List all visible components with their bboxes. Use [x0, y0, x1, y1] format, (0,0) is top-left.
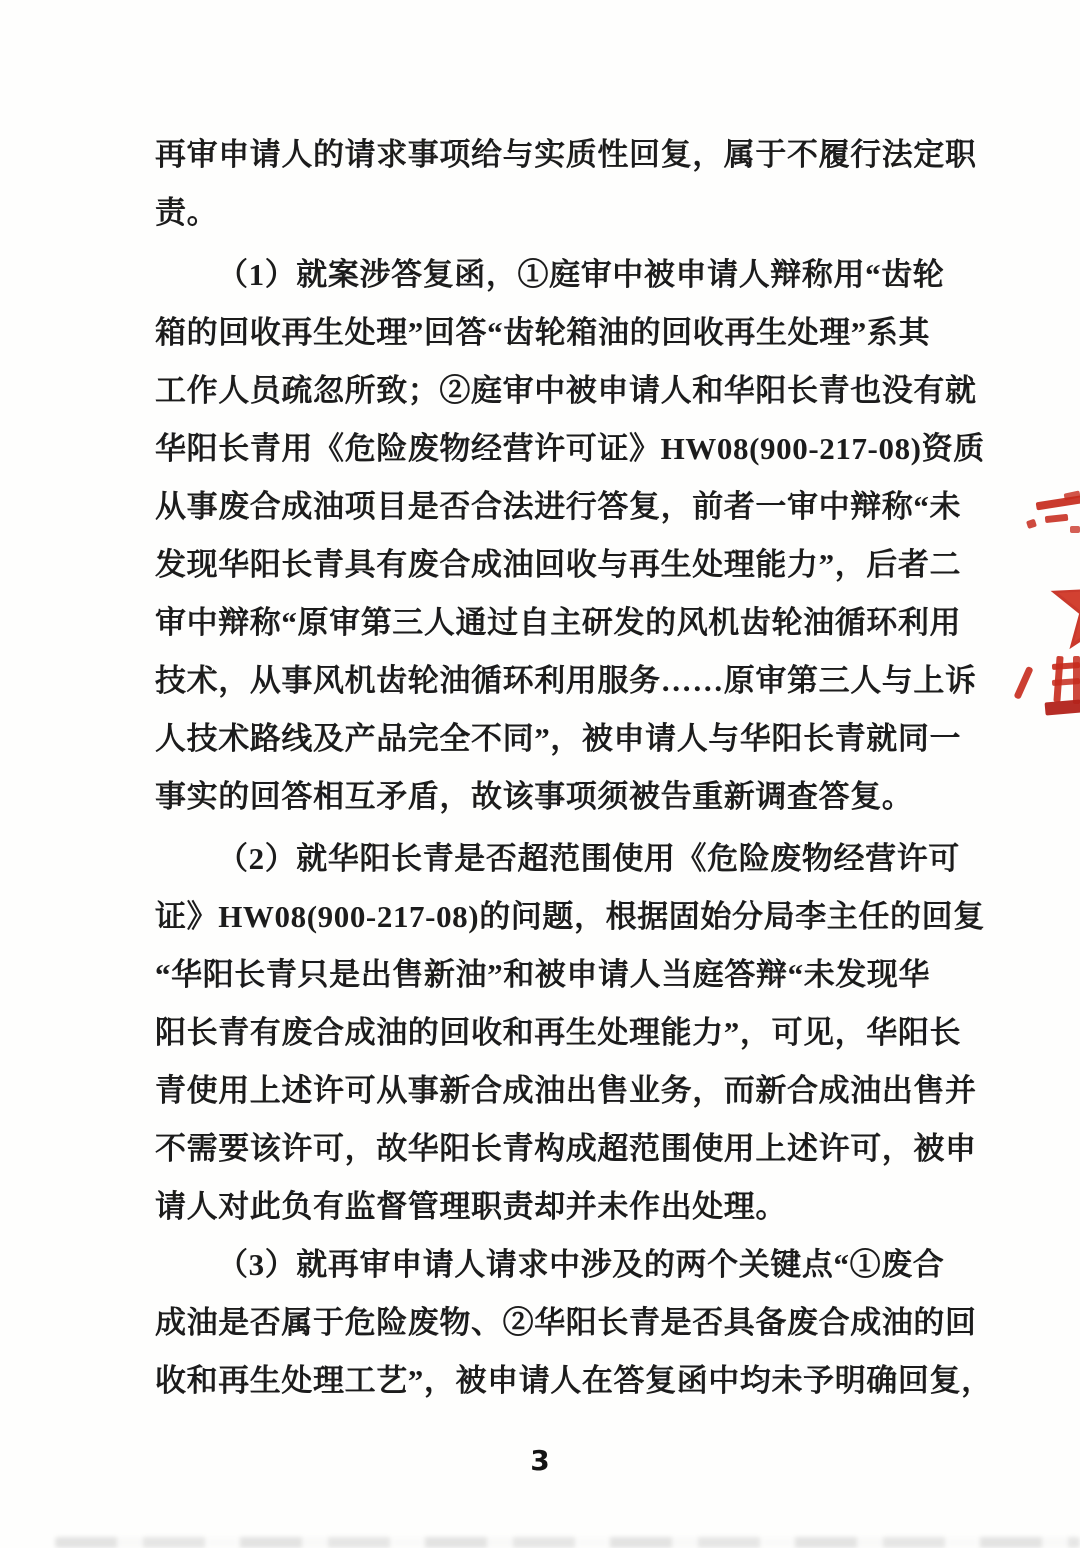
- text-line: 青使用上述许可从事新合成油出售业务，而新合成油出售并: [155, 1073, 977, 1108]
- paragraph: [155, 1236, 993, 1410]
- text-line: 事实的回答相互矛盾，故该事项须被告重新调查答复。: [155, 779, 914, 814]
- text-line: 技术，从事风机齿轮油循环利用服务……原审第三人与上诉: [155, 663, 977, 698]
- red-star-seal-icon: [1000, 400, 1080, 730]
- text-line: 阳长青有废合成油的回收和再生处理能力”，可见，华阳长: [155, 1015, 962, 1050]
- paragraph: [155, 246, 985, 826]
- text-line: 审中辩称“原审第三人通过自主研发的风机齿轮油循环利用: [155, 605, 962, 640]
- text-line: “华阳长青只是出售新油”和被申请人当庭答辩“未发现华: [155, 957, 931, 992]
- text-line: （2）就华阳长青是否超范围使用《危险废物经营许可: [217, 841, 960, 876]
- paragraph: [155, 126, 977, 242]
- text-line: 发现华阳长青具有废合成油回收与再生处理能力”，后者二: [155, 547, 962, 582]
- document-body-text: [155, 126, 993, 1410]
- text-line: 从事废合成油项目是否合法进行答复，前者一审中辩称“未: [155, 489, 962, 524]
- paragraph: [155, 830, 985, 1236]
- text-line: 再审申请人的请求事项给与实质性回复，属于不履行法定职: [155, 137, 977, 172]
- text-line: 箱的回收再生处理”回答“齿轮箱油的回收再生处理”系其: [155, 315, 931, 350]
- text-line: 工作人员疏忽所致；②庭审中被申请人和华阳长青也没有就: [155, 373, 977, 408]
- text-line: （1）就案涉答复函，①庭审中被申请人辩称用“齿轮: [217, 257, 945, 292]
- text-line: 收和再生处理工艺”，被申请人在答复函中均未予明确回复，: [155, 1363, 993, 1398]
- text-line: 请人对此负有监督管理职责却并未作出处理。: [155, 1189, 787, 1224]
- text-line: 不需要该许可，故华阳长青构成超范围使用上述许可，被申: [155, 1131, 977, 1166]
- scan-artifact-band: [55, 1537, 1080, 1548]
- text-line: 责。: [155, 195, 219, 230]
- text-line: 证》HW08(900-217-08)的问题，根据固始分局李主任的回复: [155, 899, 985, 934]
- text-line: 成油是否属于危险废物、②华阳长青是否具备废合成油的回: [155, 1305, 977, 1340]
- text-line: 人技术路线及产品完全不同”，被申请人与华阳长青就同一: [155, 721, 962, 756]
- page-number: 3: [530, 1444, 550, 1477]
- text-line: （3）就再审申请人请求中涉及的两个关键点“①废合: [217, 1247, 945, 1282]
- text-line: 华阳长青用《危险废物经营许可证》HW08(900-217-08)资质: [155, 431, 985, 466]
